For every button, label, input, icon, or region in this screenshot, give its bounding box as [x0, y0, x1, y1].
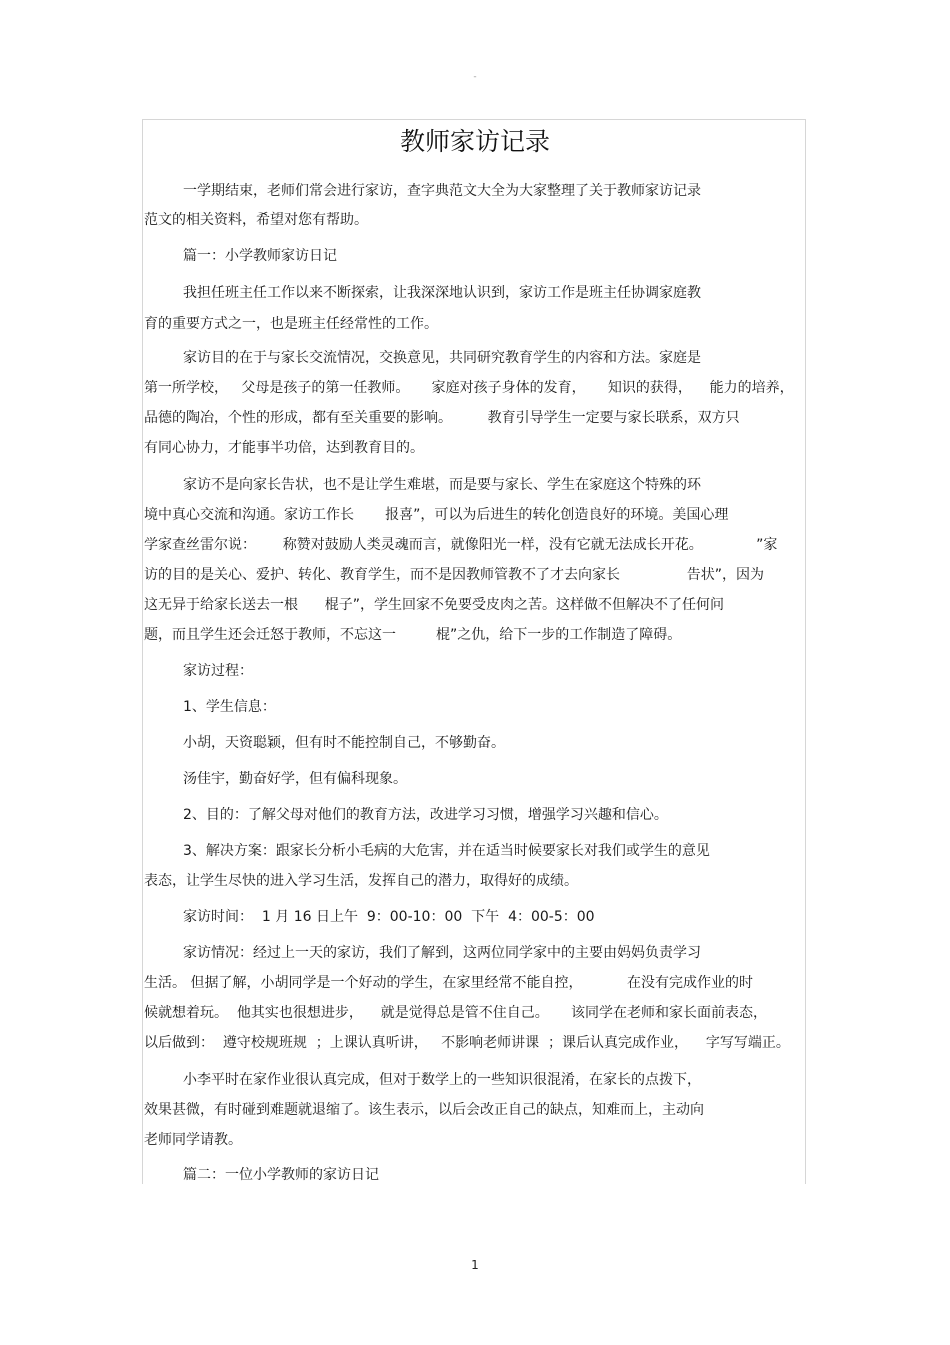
text-line: 我担任班主任工作以来不断探索，让我深深地认识到，家访工作是班主任协调家庭教: [183, 285, 701, 301]
text-line: 老师同学请教。: [144, 1132, 242, 1148]
text-line: 家访过程：: [183, 663, 253, 679]
section-heading: 篇二：一位小学教师的家访日记: [183, 1167, 379, 1183]
text-line: 3、解决方案：跟家长分析小毛病的大危害，并在适当时候要家长对我们或学生的意见: [183, 843, 710, 859]
header-mark: -: [473, 72, 477, 82]
text-line: 2、目的：了解父母对他们的教育方法，改进学习习惯，增强学习兴趣和信心。: [183, 807, 668, 823]
document-title: 教师家访记录: [399, 127, 550, 156]
text-line: 候就想着玩。 他其实也很想进步， 就是觉得总是管不住自己。 该同学在老师和家长面前表态，: [144, 1005, 767, 1021]
text-line: 1、学生信息：: [183, 699, 276, 715]
text-line: 生活。 但据了解，小胡同学是一个好动的学生，在家里经常不能自控， 在没有完成作业的时: [144, 975, 753, 991]
content-frame: [142, 119, 806, 1184]
text-line: 境中真心交流和沟通。家访工作长 报喜”，可以为后进生的转化创造良好的环境。美国心理: [144, 507, 729, 523]
text-line: 家访情况：经过上一天的家访，我们了解到，这两位同学家中的主要由妈妈负责学习: [183, 945, 701, 961]
text-line: 有同心协力，才能事半功倍，达到教育目的。: [144, 440, 424, 456]
text-line: 第一所学校， 父母是孩子的第一任教师。 家庭对孩子身体的发育， 知识的获得， 能力的培养，: [144, 380, 794, 396]
text-line: 效果甚微，有时碰到难题就退缩了。该生表示，以后会改正自己的缺点，知难而上，主动向: [144, 1102, 704, 1118]
text-line: 家访时间： 1 月 16 日上午 9：00-10：00 下午 4：00-5：00: [183, 909, 595, 925]
text-line: 以后做到： 遵守校规班规 ；上课认真听讲， 不影响老师讲课 ；课后认真完成作业， 字写写端正。: [144, 1035, 790, 1051]
text-line: 范文的相关资料，希望对您有帮助。: [144, 212, 368, 228]
text-line: 小胡，天资聪颖，但有时不能控制自己，不够勤奋。: [183, 735, 505, 751]
text-line: 题，而且学生还会迁怒于教师，不忘这一 棍”之仇，给下一步的工作制造了障碍。: [144, 627, 682, 643]
text-line: 家访不是向家长告状，也不是让学生难堪，而是要与家长、学生在家庭这个特殊的环: [183, 477, 701, 493]
text-line: 表态，让学生尽快的进入学习生活，发挥自己的潜力，取得好的成绩。: [144, 873, 578, 889]
page-number: 1: [471, 1258, 479, 1272]
text-line: 汤佳宇，勤奋好学，但有偏科现象。: [183, 771, 407, 787]
text-line: 品德的陶冶，个性的形成，都有至关重要的影响。 教育引导学生一定要与家长联系，双方只: [144, 410, 740, 426]
text-line: 这无异于给家长送去一根 棍子”，学生回家不免要受皮肉之苦。这样做不但解决不了任何问: [144, 597, 724, 613]
text-line: 家访目的在于与家长交流情况，交换意见，共同研究教育学生的内容和方法。家庭是: [183, 350, 701, 366]
text-line: 访的目的是关心、爱护、转化、教育学生，而不是因教师管教不了才去向家长 告状”，因为: [144, 567, 765, 583]
text-line: 学家查丝雷尔说： 称赞对鼓励人类灵魂而言，就像阳光一样，没有它就无法成长开花。 ”家: [144, 537, 778, 553]
text-line: 小李平时在家作业很认真完成，但对于数学上的一些知识很混淆，在家长的点拨下，: [183, 1072, 701, 1088]
text-line: 育的重要方式之一，也是班主任经常性的工作。: [144, 316, 438, 332]
text-line: 一学期结束，老师们常会进行家访，查字典范文大全为大家整理了关于教师家访记录: [183, 183, 701, 199]
section-heading: 篇一：小学教师家访日记: [183, 248, 337, 264]
